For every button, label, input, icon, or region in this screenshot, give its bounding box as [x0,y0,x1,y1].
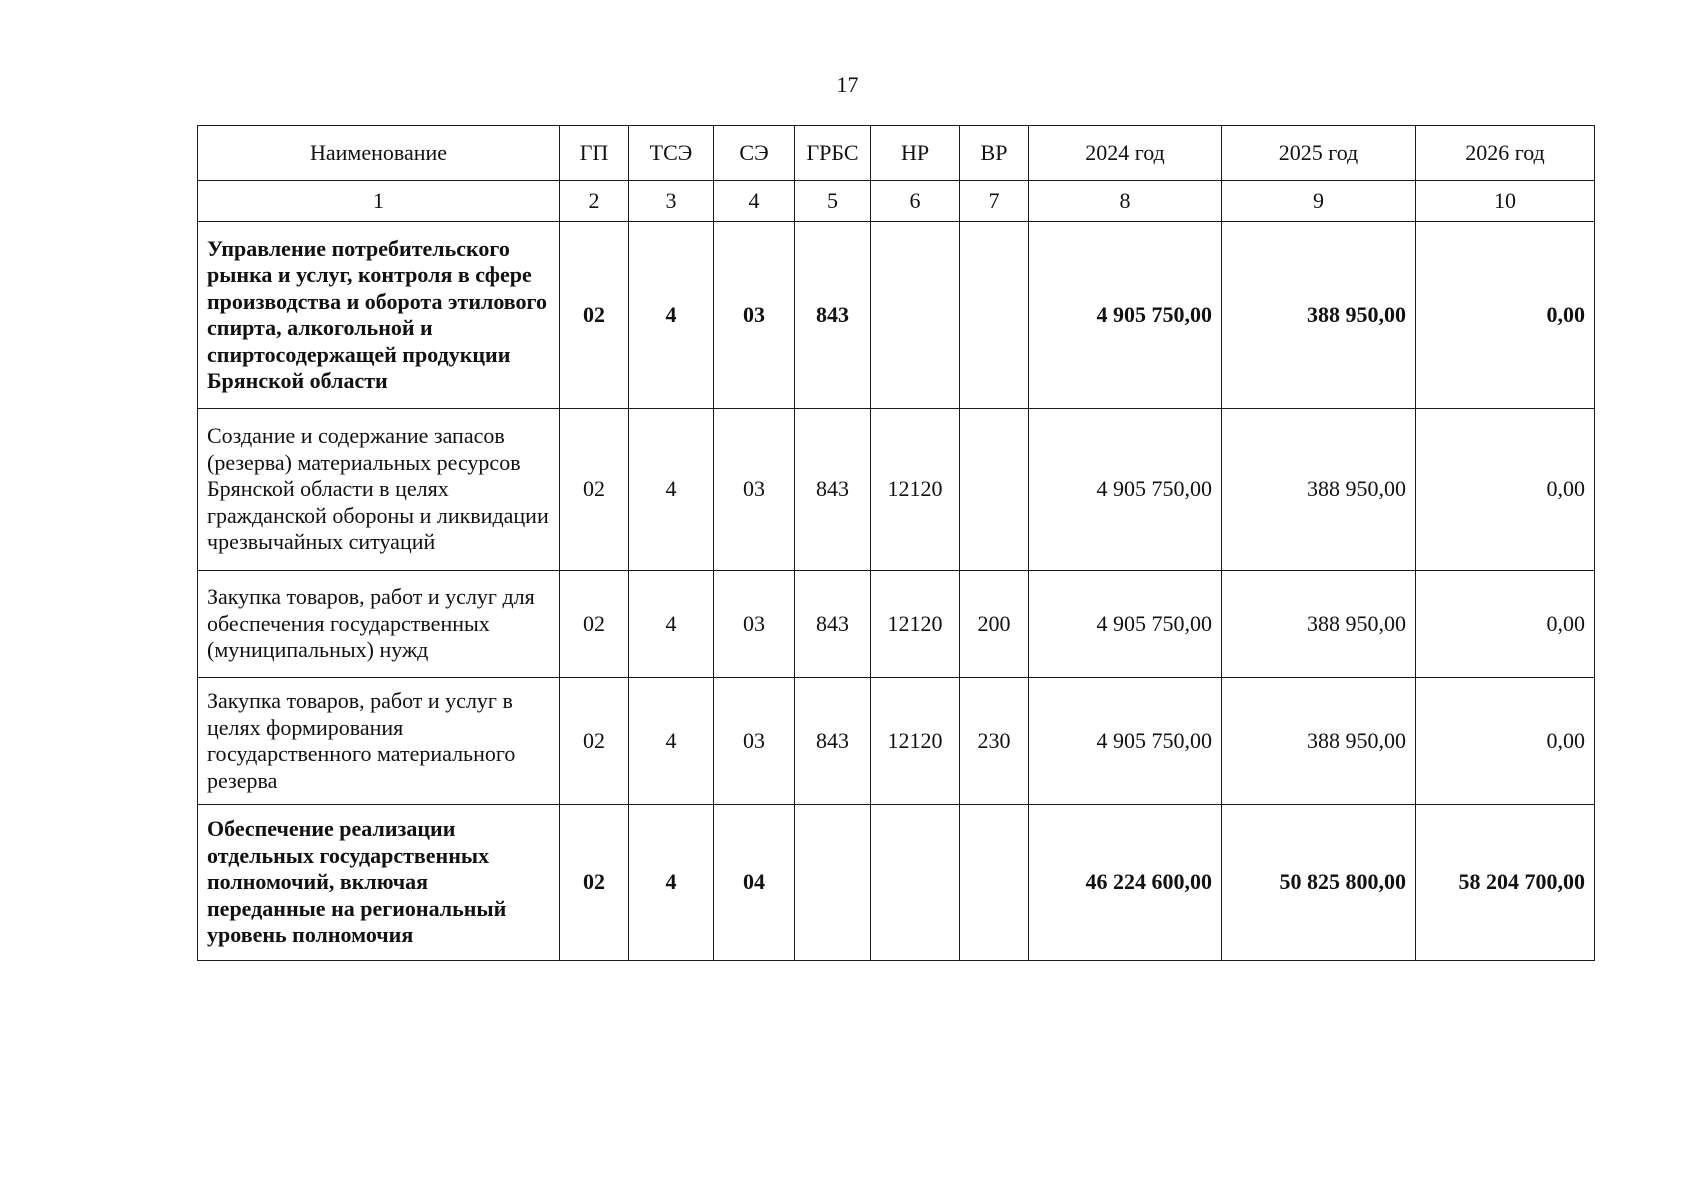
row-grbs: 843 [795,409,871,571]
row-nr: 12120 [871,678,960,805]
header-gp: ГП [560,126,629,181]
header-se: СЭ [714,126,795,181]
row-2026: 0,00 [1416,571,1595,678]
row-gp: 02 [560,222,629,409]
row-2025: 50 825 800,00 [1222,805,1416,961]
row-se: 03 [714,678,795,805]
row-2025: 388 950,00 [1222,222,1416,409]
column-number: 3 [629,181,714,222]
row-2026: 0,00 [1416,222,1595,409]
column-number: 7 [960,181,1029,222]
header-tse: ТСЭ [629,126,714,181]
row-se: 03 [714,222,795,409]
column-number: 6 [871,181,960,222]
column-number: 4 [714,181,795,222]
row-2024: 4 905 750,00 [1029,222,1222,409]
row-nr [871,222,960,409]
row-tse: 4 [629,409,714,571]
column-number: 5 [795,181,871,222]
column-number: 2 [560,181,629,222]
header-vr: ВР [960,126,1029,181]
row-name: Закупка товаров, работ и услуг в целях формирования государственного материального резерва [198,678,560,805]
table-row [198,805,1595,961]
row-tse: 4 [629,805,714,961]
table-row [198,571,1595,678]
row-2024: 4 905 750,00 [1029,409,1222,571]
row-vr [960,409,1029,571]
budget-table [197,125,1595,961]
row-2026: 0,00 [1416,678,1595,805]
row-2024: 46 224 600,00 [1029,805,1222,961]
column-number-row [198,181,1595,222]
row-name: Закупка товаров, работ и услуг для обеспечения государственных (муниципальных) нужд [198,571,560,678]
row-nr: 12120 [871,409,960,571]
header-name: Наименование [198,126,560,181]
row-vr: 200 [960,571,1029,678]
header-grbs: ГРБС [795,126,871,181]
row-vr [960,805,1029,961]
row-2025: 388 950,00 [1222,571,1416,678]
row-nr: 12120 [871,571,960,678]
row-tse: 4 [629,571,714,678]
row-2026: 0,00 [1416,409,1595,571]
row-gp: 02 [560,805,629,961]
row-2025: 388 950,00 [1222,678,1416,805]
row-se: 03 [714,571,795,678]
column-number: 8 [1029,181,1222,222]
row-gp: 02 [560,571,629,678]
row-se: 04 [714,805,795,961]
row-name: Обеспечение реализации отдельных государственных полномочий, включая переданные на региональный уровень полномочия [198,805,560,961]
row-2024: 4 905 750,00 [1029,571,1222,678]
row-2025: 388 950,00 [1222,409,1416,571]
row-vr: 230 [960,678,1029,805]
row-grbs: 843 [795,571,871,678]
row-tse: 4 [629,222,714,409]
row-grbs [795,805,871,961]
row-tse: 4 [629,678,714,805]
row-name: Управление потребительского рынка и услуг, контроля в сфере производства и оборота этилового спирта, алкогольной и спиртосодержащей продукции Брянской области [198,222,560,409]
row-name: Создание и содержание запасов (резерва) материальных ресурсов Брянской области в целях гражданской обороны и ликвидации чрезвычайных ситуаций [198,409,560,571]
row-2026: 58 204 700,00 [1416,805,1595,961]
row-nr [871,805,960,961]
row-2024: 4 905 750,00 [1029,678,1222,805]
page-number: 17 [836,72,859,97]
header-2024: 2024 год [1029,126,1222,181]
table-row [198,678,1595,805]
header-2025: 2025 год [1222,126,1416,181]
header-nr: НР [871,126,960,181]
row-gp: 02 [560,678,629,805]
row-grbs: 843 [795,222,871,409]
table-row [198,222,1595,409]
row-grbs: 843 [795,678,871,805]
row-se: 03 [714,409,795,571]
row-gp: 02 [560,409,629,571]
row-vr [960,222,1029,409]
column-number: 1 [198,181,560,222]
header-row [198,126,1595,181]
table-row [198,409,1595,571]
column-number: 9 [1222,181,1416,222]
column-number: 10 [1416,181,1595,222]
header-2026: 2026 год [1416,126,1595,181]
